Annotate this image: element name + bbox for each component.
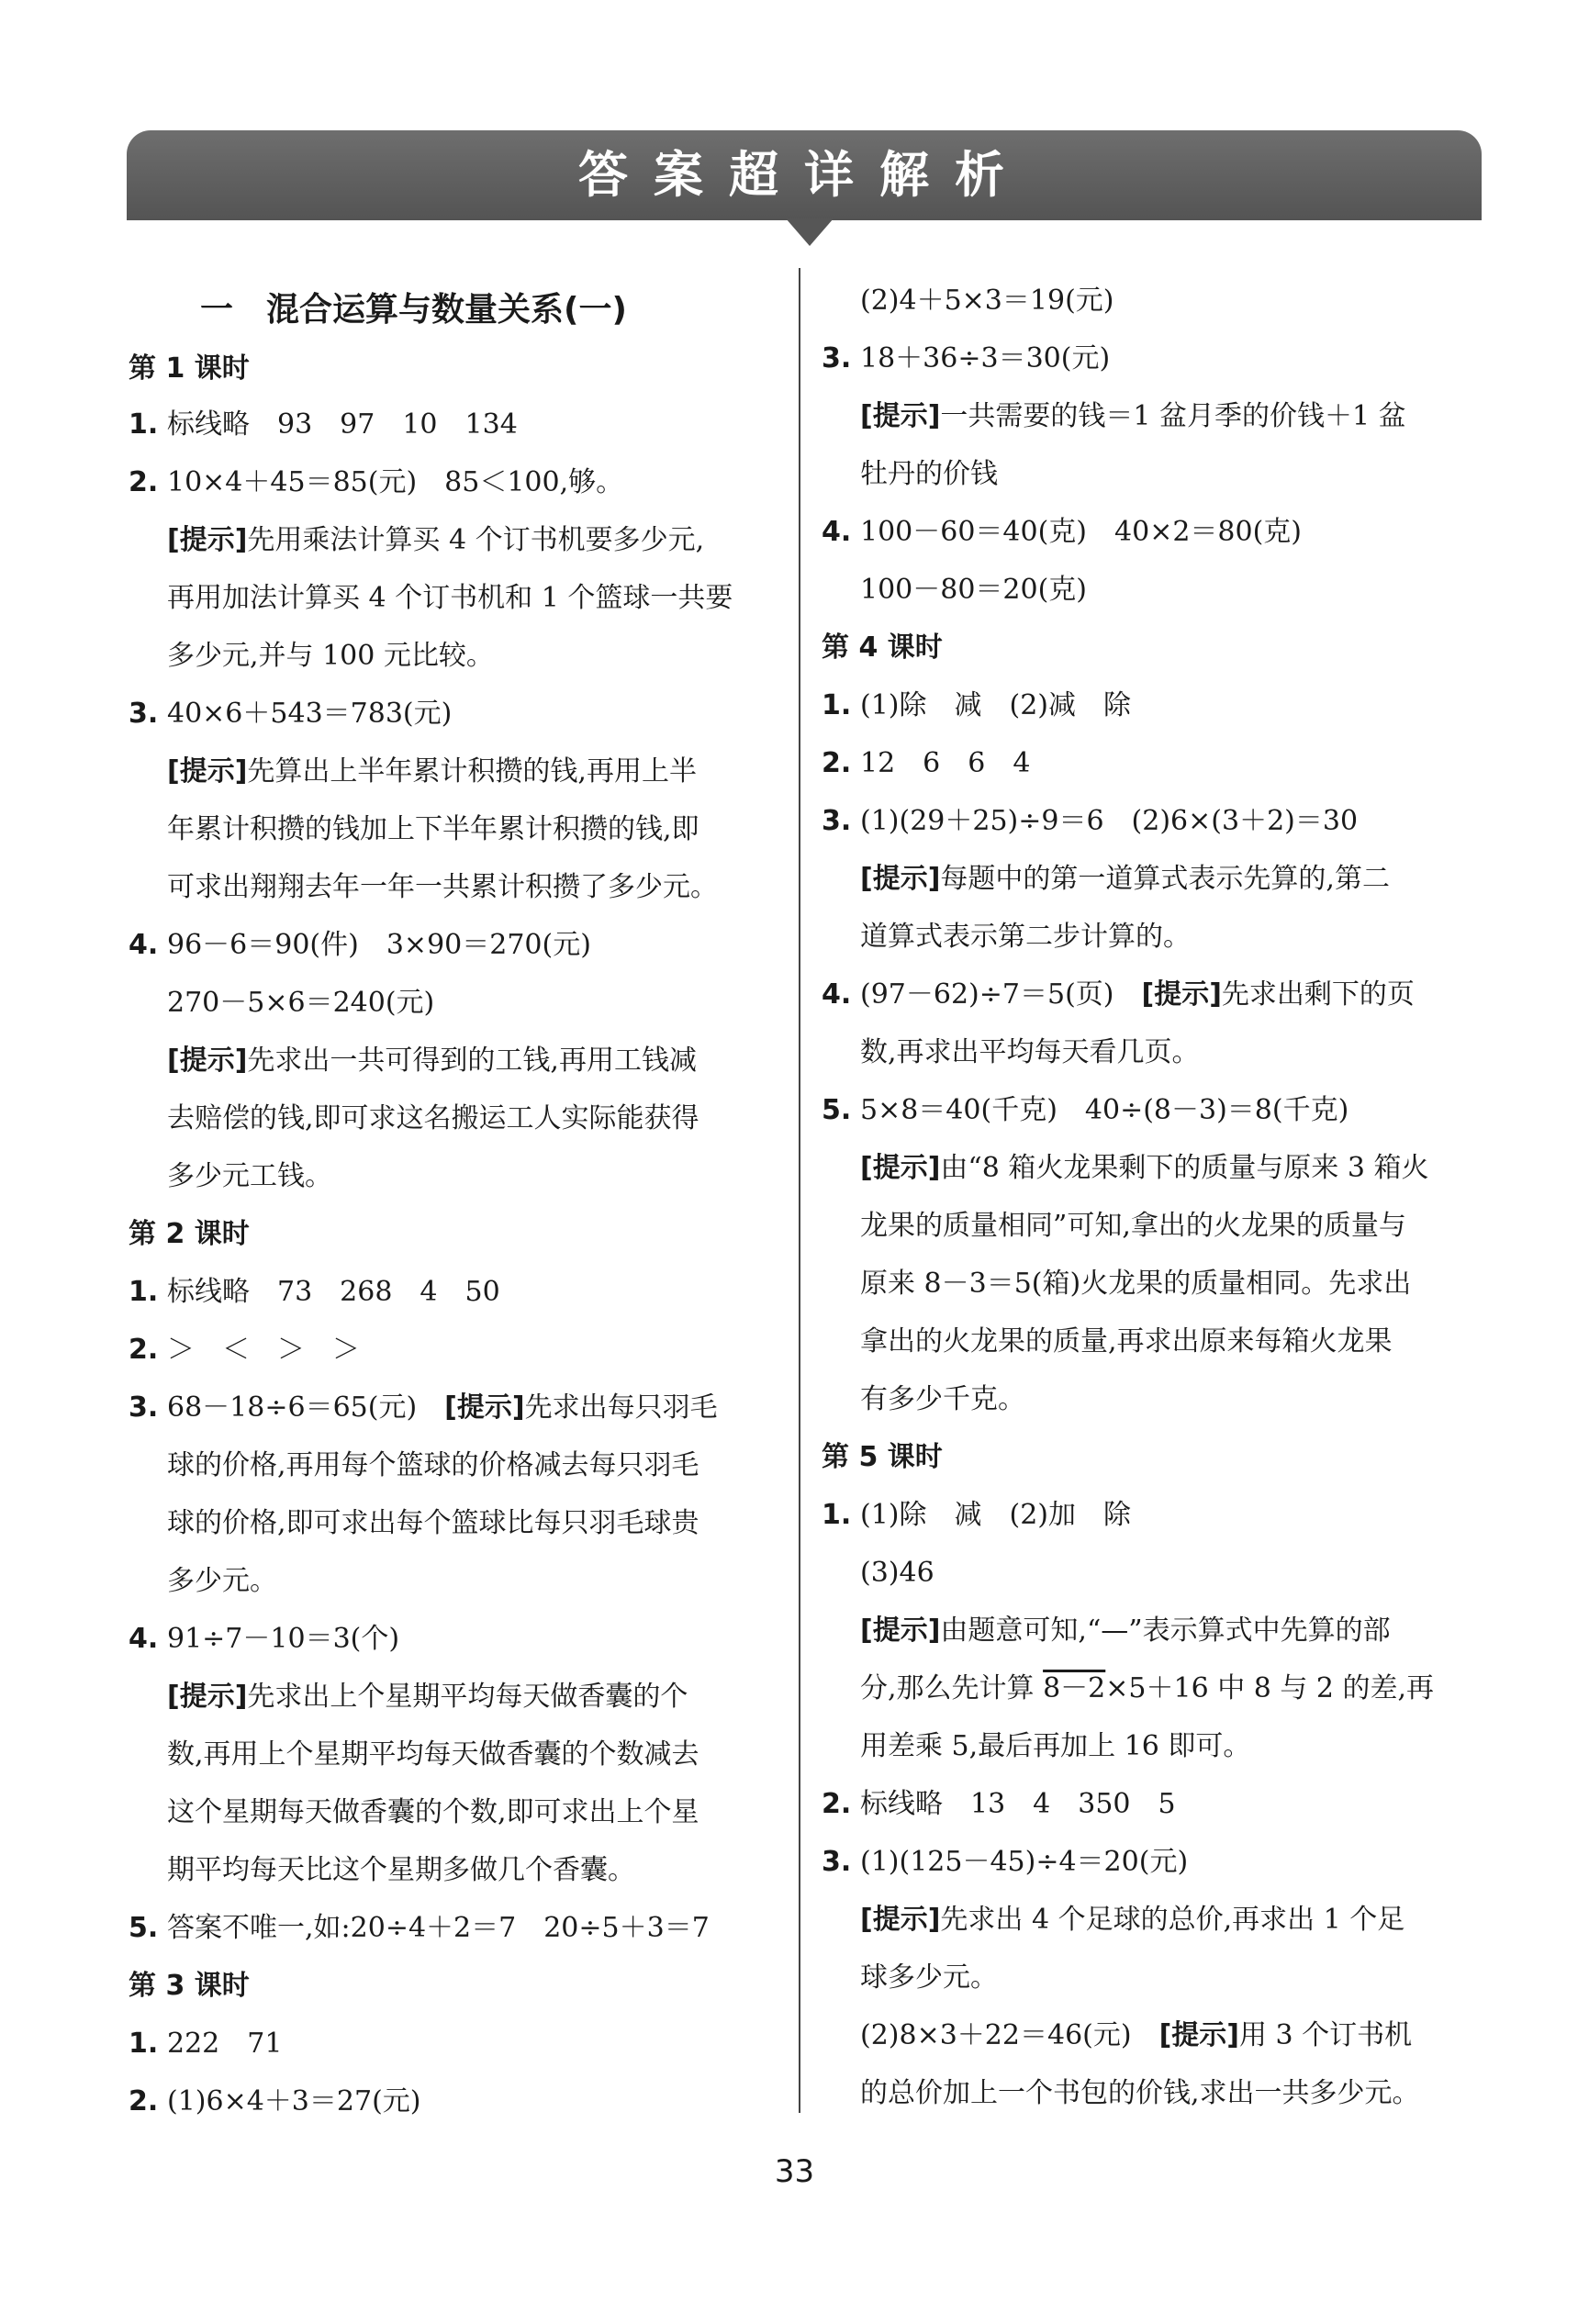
answer-line: 100－80＝20(克) [860, 574, 1088, 606]
hint-line: 原来 8－3＝5(箱)火龙果的质量相同。先求出 [860, 1268, 1412, 1300]
hint-line: 有多少千克。 [860, 1383, 1025, 1415]
hint-line [167, 1677, 688, 1717]
hint-line: 球多少元。 [860, 1961, 998, 1994]
hint-text: 先求出 4 个足球的总价,再求出 1 个足 [940, 1904, 1405, 1936]
answer-item [129, 405, 518, 445]
lesson-5-title: 第 5 课时 [822, 1441, 943, 1473]
hint-label: [提示] [167, 1045, 248, 1077]
item-number: 5. [129, 1912, 159, 1944]
answer-text: 96－6＝90(件) 3×90＝270(元) [167, 929, 591, 961]
answer-item [822, 743, 1030, 784]
answer-text: 标线略 93 97 10 134 [167, 408, 518, 441]
hint-line [860, 1669, 1434, 1709]
hint-text: 一共需要的钱＝1 盆月季的价钱＋1 盆 [940, 400, 1406, 432]
answer-item [822, 801, 1358, 842]
hint-text: 先求出每只羽毛 [524, 1391, 718, 1424]
hint-line [167, 752, 697, 792]
answer-item [129, 2024, 282, 2064]
hint-line: 年累计积攒的钱加上下半年累计积攒的钱,即 [167, 813, 699, 845]
answer-text: 91÷7－10＝3(个) [167, 1623, 400, 1655]
hint-text: 先求出剩下的页 [1221, 978, 1415, 1011]
answer-text: (1)除 减 (2)加 除 [860, 1499, 1131, 1531]
item-number: 2. [822, 747, 852, 779]
item-number: 1. [822, 1499, 852, 1531]
hint-text: 由题意可知,“—”表示算式中先算的部 [940, 1615, 1391, 1647]
hint-text: 先算出上半年累计积攒的钱,再用上半 [247, 755, 697, 788]
item-number: 3. [129, 698, 159, 730]
hint-label: [提示] [167, 755, 248, 788]
item-number: 4. [129, 1623, 159, 1655]
lesson-3-title: 第 3 课时 [129, 1970, 250, 2002]
hint-text: 先求出上个星期平均每天做香囊的个 [247, 1681, 688, 1713]
section-title: 一 混合运算与数量关系(一) [200, 291, 627, 329]
answer-item [822, 1784, 1176, 1825]
answer-text: (1)6×4＋3＝27(元) [167, 2085, 421, 2117]
item-number: 4. [822, 516, 852, 548]
item-number: 2. [129, 2085, 159, 2117]
answer-item [129, 1388, 718, 1428]
answer-text: (1)除 减 (2)减 除 [860, 689, 1131, 721]
answer-text: (2)8×3＋22＝46(元) [860, 2019, 1159, 2051]
item-number: 2. [129, 466, 159, 498]
hint-line: 可求出翔翔去年一年一共累计积攒了多少元。 [167, 871, 718, 903]
answer-text: 12 6 6 4 [860, 747, 1031, 779]
hint-line: 龙果的质量相同”可知,拿出的火龙果的质量与 [860, 1210, 1406, 1242]
lesson-1-title: 第 1 课时 [129, 352, 250, 385]
overlined-expression: 8－2 [1043, 1672, 1106, 1704]
hint-label: [提示] [860, 863, 941, 895]
answer-item [822, 1842, 1188, 1883]
hint-line [860, 1611, 1391, 1651]
answer-text: 100－60＝40(克) 40×2＝80(克) [860, 516, 1302, 548]
hint-label: [提示] [1158, 2019, 1239, 2051]
hint-text: 由“8 箱火龙果剩下的质量与原来 3 箱火 [940, 1152, 1429, 1184]
hint-text: 先求出一共可得到的工钱,再用工钱减 [247, 1045, 697, 1077]
answer-item [129, 463, 623, 503]
answer-text: 222 71 [167, 2028, 283, 2060]
hint-line: 这个星期每天做香囊的个数,即可求出上个星 [167, 1796, 699, 1828]
lesson-2-title: 第 2 课时 [129, 1218, 250, 1250]
banner-title: 答案超详解析 [578, 146, 1030, 204]
hint-label: [提示] [860, 1152, 941, 1184]
answer-text: 5×8＝40(千克) 40÷(8－3)＝8(千克) [860, 1094, 1349, 1126]
item-number: 4. [129, 929, 159, 961]
hint-line: 数,再用上个星期平均每天做香囊的个数减去 [167, 1738, 699, 1771]
answer-item [822, 512, 1302, 553]
hint-text: 分,那么先计算 [860, 1672, 1044, 1704]
item-number: 1. [129, 2028, 159, 2060]
hint-label: [提示] [167, 524, 248, 556]
hint-text: 用 3 个订书机 [1238, 2019, 1413, 2051]
hint-label: [提示] [860, 1904, 941, 1936]
answer-text: ＞ ＜ ＞ ＞ [167, 1334, 360, 1366]
answer-item [129, 1272, 500, 1313]
item-number: 3. [822, 805, 852, 837]
hint-line: 球的价格,即可求出每个篮球比每只羽毛球贵 [167, 1507, 699, 1539]
answer-item [822, 1090, 1348, 1131]
hint-line [860, 397, 1406, 437]
hint-line [860, 859, 1390, 899]
item-number: 1. [129, 1276, 159, 1308]
page-number: 33 [774, 2153, 815, 2190]
hint-line: 数,再求出平均每天看几页。 [860, 1036, 1200, 1068]
hint-line: 多少元,并与 100 元比较。 [167, 640, 494, 672]
answer-text: 标线略 73 268 4 50 [167, 1276, 500, 1308]
answer-line: 270－5×6＝240(元) [167, 987, 435, 1019]
item-number: 3. [822, 342, 852, 374]
answer-line: (2)4＋5×3＝19(元) [860, 285, 1114, 317]
answer-item [822, 1495, 1131, 1536]
answer-item [822, 975, 1415, 1015]
hint-label: [提示] [167, 1681, 248, 1713]
hint-label: [提示] [860, 400, 941, 432]
hint-line: 多少元。 [167, 1565, 277, 1597]
hint-text: 每题中的第一道算式表示先算的,第二 [940, 863, 1390, 895]
item-number: 1. [822, 689, 852, 721]
column-divider [799, 268, 800, 2113]
item-number: 3. [822, 1846, 852, 1878]
answer-item [822, 339, 1110, 379]
answer-text: (97－62)÷7＝5(页) [860, 978, 1142, 1011]
answer-text: (1)(125－45)÷4＝20(元) [860, 1846, 1189, 1878]
hint-text: 先用乘法计算买 4 个订书机要多少元, [247, 524, 705, 556]
answer-item [129, 1619, 399, 1659]
hint-text: ×5＋16 中 8 与 2 的差,再 [1105, 1672, 1435, 1704]
hint-line [860, 1900, 1404, 1940]
item-number: 5. [822, 1094, 852, 1126]
hint-line: 期平均每天比这个星期多做几个香囊。 [167, 1854, 635, 1886]
answer-item [129, 694, 452, 734]
hint-line: 拿出的火龙果的质量,再求出原来每箱火龙果 [860, 1325, 1393, 1358]
hint-line: 去赔偿的钱,即可求这名搬运工人实际能获得 [167, 1102, 699, 1134]
answer-item [129, 1908, 710, 1949]
answer-item [129, 2082, 420, 2122]
answer-item [822, 686, 1131, 726]
answer-text: 答案不唯一,如:20÷4＋2＝7 20÷5＋3＝7 [167, 1912, 710, 1944]
answer-text: 标线略 13 4 350 5 [860, 1788, 1176, 1820]
answer-text: 40×6＋543＝783(元) [167, 698, 453, 730]
answer-text: (1)(29＋25)÷9＝6 (2)6×(3＋2)＝30 [860, 805, 1359, 837]
item-number: 2. [822, 1788, 852, 1820]
answer-line [860, 2016, 1412, 2056]
hint-line: 用差乘 5,最后再加上 16 即可。 [860, 1730, 1251, 1762]
hint-line: 的总价加上一个书包的价钱,求出一共多少元。 [860, 2077, 1420, 2109]
item-number: 1. [129, 408, 159, 441]
item-number: 2. [129, 1334, 159, 1366]
answer-text: 18＋36÷3＝30(元) [860, 342, 1111, 374]
hint-line: 道算式表示第二步计算的。 [860, 921, 1191, 953]
hint-line: 球的价格,再用每个篮球的价格减去每只羽毛 [167, 1449, 699, 1481]
item-number: 3. [129, 1391, 159, 1424]
item-number: 4. [822, 978, 852, 1011]
answer-text: 68－18÷6＝65(元) [167, 1391, 445, 1424]
banner-pointer [786, 218, 834, 246]
answer-item [129, 1330, 360, 1370]
hint-line [860, 1148, 1429, 1189]
lesson-4-title: 第 4 课时 [822, 631, 943, 664]
hint-line: 多少元工钱。 [167, 1160, 332, 1192]
hint-line: 再用加法计算买 4 个订书机和 1 个篮球一共要 [167, 582, 733, 614]
answer-item [129, 925, 591, 966]
hint-label: [提示] [860, 1615, 941, 1647]
hint-label: [提示] [444, 1391, 525, 1424]
answer-text: 10×4＋45＝85(元) 85＜100,够。 [167, 466, 624, 498]
hint-line [167, 520, 704, 561]
hint-line: 牡丹的价钱 [860, 458, 998, 490]
hint-line [167, 1041, 697, 1081]
hint-label: [提示] [1141, 978, 1222, 1011]
answer-line: (3)46 [860, 1557, 934, 1589]
